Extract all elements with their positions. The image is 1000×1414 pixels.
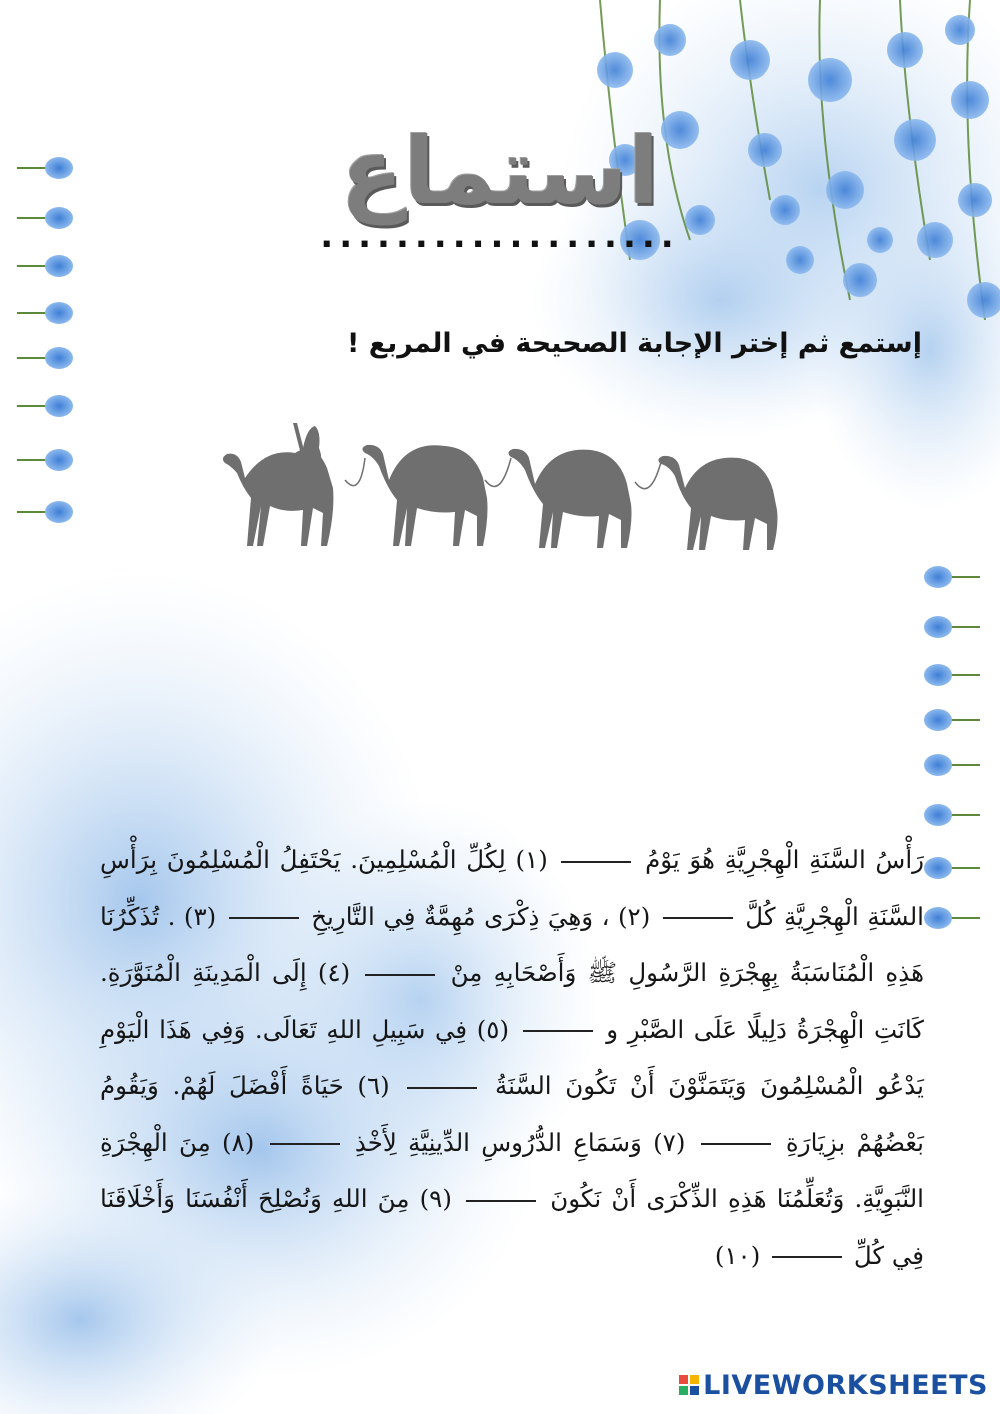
passage-text: لِكُلِّ الْمُسْلِمِينَ. يَحْتَفِلُ الْمُسْلِمُونَ بِرَأْسِ السَّنَةِ الْهِجْرِيَّةِ كُلَّ — [100, 845, 924, 931]
answer-blank[interactable] — [407, 1087, 477, 1089]
passage-text: حَيَاةً أَفْضَلَ لَهُمْ. وَيَقُومُ بَعْضُهُمْ بزِيَارَةِ — [100, 1071, 924, 1157]
title-underline-dots: ................... — [320, 216, 680, 256]
answer-blank[interactable] — [365, 974, 435, 976]
blank-number: (١) — [505, 845, 558, 874]
passage-text: . تُذَكِّرُنَا هَذِهِ الْمُنَاسَبَةُ بِهِجْرَةِ الرَّسُولِ ﷺ وَأَصْحَابِهِ مِنْ — [100, 901, 924, 987]
blank-number: (٩) — [409, 1184, 463, 1213]
answer-blank[interactable] — [270, 1143, 340, 1145]
answer-blank[interactable] — [229, 917, 299, 919]
answer-blank[interactable] — [701, 1143, 771, 1145]
blank-number: (٦) — [343, 1071, 404, 1100]
listening-passage — [100, 832, 924, 1284]
answer-blank[interactable] — [772, 1256, 842, 1258]
blank-number: (١٠) — [714, 1240, 769, 1270]
answer-blank[interactable] — [523, 1030, 593, 1032]
passage-text: مِنَ الْهِجْرَةِ النَّبَوِيَّةِ. وَتُعَلِّمُنَا هَذِهِ الذِّكْرَى أَنْ نَكُونَ — [100, 1127, 924, 1213]
passage-text: مِنَ اللهِ وَنُصْلِحَ أَنْفُسَنَا وَأَخْلَاقَنَا فِي كُلِّ — [100, 1184, 924, 1270]
blank-number: (٢) — [609, 901, 659, 931]
blank-number: (٥) — [467, 1014, 519, 1044]
blank-number: (٧) — [641, 1127, 697, 1157]
blank-number: (٤) — [306, 958, 362, 987]
answer-blank[interactable] — [466, 1200, 536, 1202]
logo-text: LIVEWORKSHEETS — [703, 1369, 988, 1401]
instruction-text: إستمع ثم إختر الإجابة الصحيحة في المربع ! — [347, 328, 922, 359]
blank-number: (٨) — [210, 1127, 266, 1157]
passage-text: رَأْسُ السَّنَةِ الْهِجْرِيَّةِ هُوَ يَوْمُ — [635, 845, 924, 874]
answer-blank[interactable] — [561, 861, 631, 863]
answer-blank[interactable] — [663, 917, 733, 919]
passage-text: إِلَى الْمَدِينَةِ الْمُنَوَّرَةِ. كَانَتِ الْهِجْرَةُ دَلِيلًا عَلَى الصَّبْرِ و — [100, 958, 924, 1044]
liveworksheets-logo — [679, 1366, 988, 1404]
page-title: استماع — [340, 118, 660, 225]
passage-text: ، وَهِيَ ذِكْرَى مُهِمَّةٌ فِي التَّارِيخِ — [302, 901, 610, 931]
passage-text: فِي سَبِيلِ اللهِ تَعَالَى. وَفِي هَذَا الْيَوْمِ يَدْعُو الْمُسْلِمُونَ وَيَتَمَنَّوْنَ أَنْ تَكُونَ السَّنَةُ — [100, 1014, 924, 1100]
logo-mark-icon — [679, 1375, 699, 1395]
blank-number: (٣) — [175, 901, 225, 931]
passage-text: وَسَمَاعِ الدُّرُوسِ الدِّينِيَّةِ لِأَخْذِ — [343, 1127, 642, 1157]
camel-caravan-image — [215, 418, 795, 553]
camel-with-rider-icon — [223, 423, 333, 546]
